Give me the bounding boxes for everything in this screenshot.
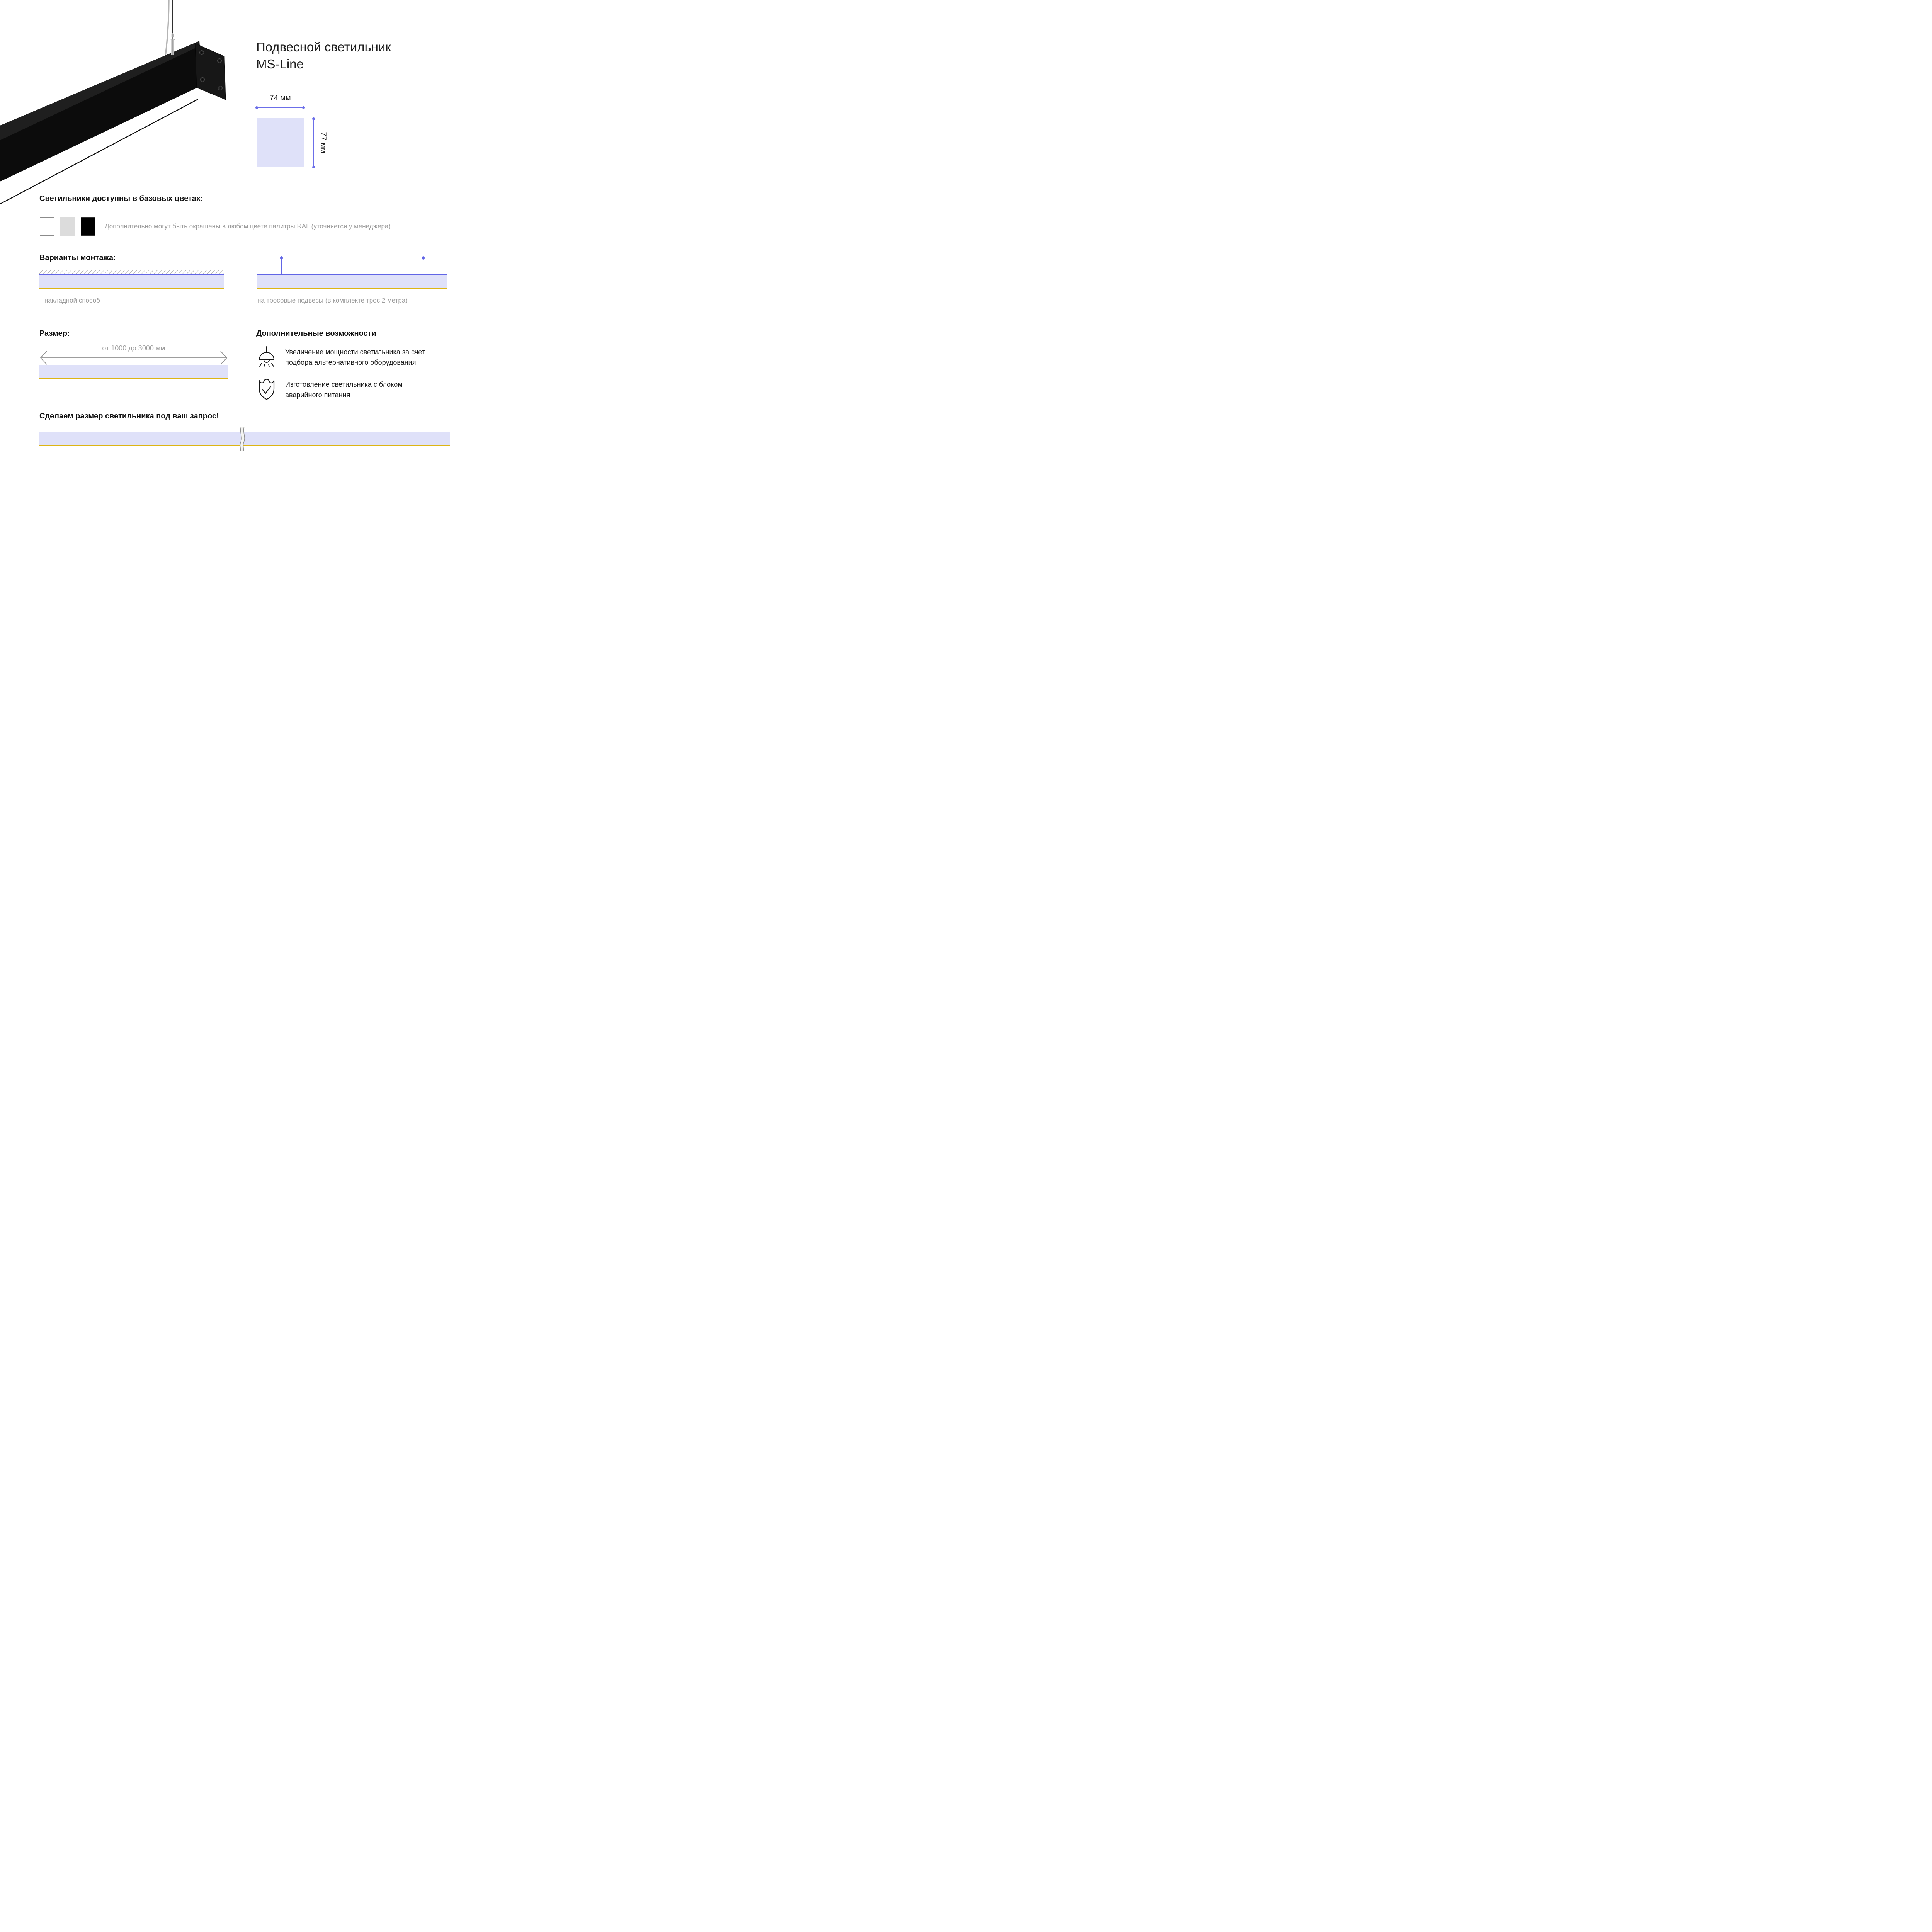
pendant-lamp-icon bbox=[257, 346, 276, 368]
size-range-label: от 1000 до 3000 мм bbox=[102, 344, 165, 352]
features-heading: Дополнительные возможности bbox=[256, 329, 376, 338]
width-dimension-label: 74 мм bbox=[269, 94, 291, 102]
width-dimension-line bbox=[257, 107, 304, 108]
feature-item-text: Увеличение мощности светильника за счет подбора альтернативного оборудования. bbox=[285, 348, 425, 366]
color-swatch-black bbox=[81, 217, 95, 236]
surface-mount-luminaire-bar bbox=[39, 275, 224, 288]
height-dimension-line bbox=[313, 119, 314, 167]
cable-gripper bbox=[170, 33, 174, 55]
page-title-line2: MS-Line bbox=[256, 57, 304, 71]
mounting-heading: Варианты монтажа: bbox=[39, 253, 116, 262]
luminaire-light-line bbox=[39, 288, 224, 289]
dimension-endpoint-dot bbox=[302, 106, 305, 109]
page-title bbox=[256, 39, 473, 73]
feature-item-text: Изготовление светильника с блоком аварийного питания bbox=[285, 381, 403, 399]
dimension-endpoint-dot bbox=[312, 166, 315, 168]
profile-cross-section bbox=[257, 118, 304, 167]
shield-check-icon bbox=[257, 378, 276, 400]
suspension-wire bbox=[281, 258, 282, 275]
suspended-luminaire-bar bbox=[257, 275, 447, 288]
color-swatch-white bbox=[40, 217, 54, 236]
dimension-endpoint-dot bbox=[312, 117, 315, 120]
ral-note: Дополнительно могут быть окрашены в любом цвете палитры RAL (уточняется у менеджера). bbox=[105, 223, 393, 230]
height-dimension-label: 77 мм bbox=[319, 132, 328, 153]
mounting-option-label: накладной способ bbox=[44, 297, 100, 304]
wire-anchor-dot bbox=[280, 256, 283, 260]
size-range-arrow bbox=[39, 350, 229, 366]
product-spec-page bbox=[0, 0, 483, 483]
size-luminaire-bar bbox=[39, 365, 228, 378]
bar-break-symbol bbox=[238, 427, 248, 451]
wire-anchor-dot bbox=[422, 256, 425, 260]
luminaire-light-line bbox=[39, 378, 228, 379]
mounting-option-label: на тросовые подвесы (в комплекте трос 2 метра) bbox=[257, 297, 408, 304]
pendant-luminaire-render bbox=[0, 0, 232, 216]
dimension-endpoint-dot bbox=[255, 106, 258, 109]
ceiling-hatch bbox=[39, 270, 224, 274]
custom-size-heading: Сделаем размер светильника под ваш запрос! bbox=[39, 412, 219, 420]
luminaire-light-line bbox=[257, 288, 447, 289]
page-title-line1: Подвесной светильник bbox=[256, 40, 391, 54]
color-swatch-gray bbox=[60, 217, 75, 236]
size-heading: Размер: bbox=[39, 329, 70, 338]
base-colors-heading: Светильники доступны в базовых цветах: bbox=[39, 194, 203, 203]
